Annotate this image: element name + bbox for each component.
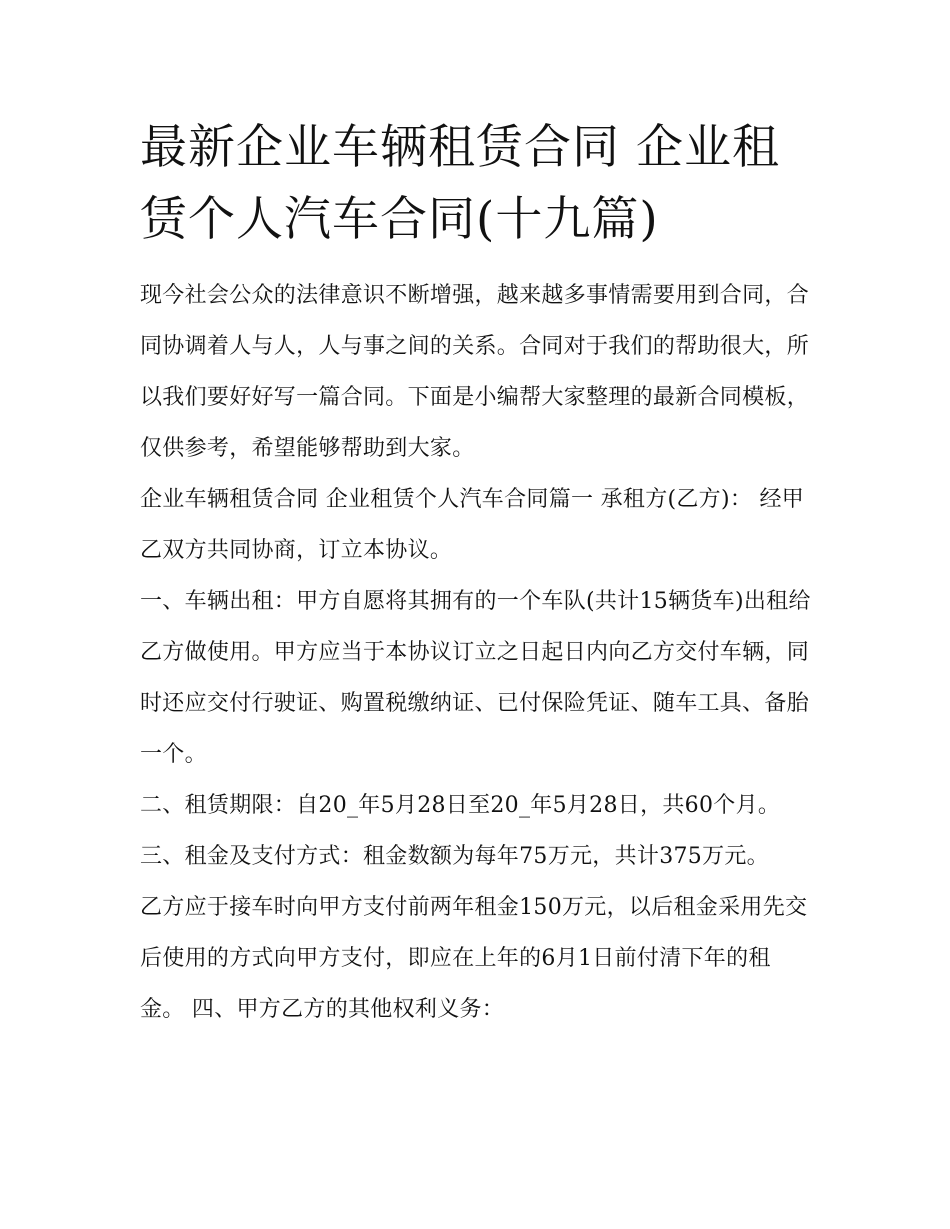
contract-heading-paragraph: 企业车辆租赁合同 企业租赁个人汽车合同篇一 承租方(乙方)： 经甲乙双方共同协商，订立本协议。 [140, 487, 805, 563]
document-title: 最新企业车辆租赁合同 企业租赁个人汽车合同(十九篇) [140, 120, 780, 247]
clause-payment: 乙方应于接车时向甲方支付前两年租金150万元，以后租金采用先交后使用的方式向甲方支付，即应在上年的6月1日前付清下年的租金。 四、甲方乙方的其他权利义务： [140, 895, 808, 1022]
clause-vehicle-rental: 一、车辆出租：甲方自愿将其拥有的一个车队(共计15辆货车)出租给乙方做使用。甲方应当于本协议订立之日起日内向乙方交付车辆，同时还应交付行驶证、购置税缴纳证、已付保险凭证、随车工具、备胎一个。 [140, 589, 811, 767]
clause-lease-term-and-rent: 二、租赁期限：自20_年5月28日至20_年5月28日，共60个月。 三、租金及支付方式：租金数额为每年75万元，共计375万元。 [140, 793, 781, 869]
document-page [140, 112, 815, 1035]
intro-paragraph: 现今社会公众的法律意识不断增强，越来越多事情需要用到合同，合同协调着人与人，人与事之间的关系。合同对于我们的帮助很大，所以我们要好好写一篇合同。下面是小编帮大家整理的最新合同模板，仅供参考，希望能够帮助到大家。 [140, 283, 810, 461]
